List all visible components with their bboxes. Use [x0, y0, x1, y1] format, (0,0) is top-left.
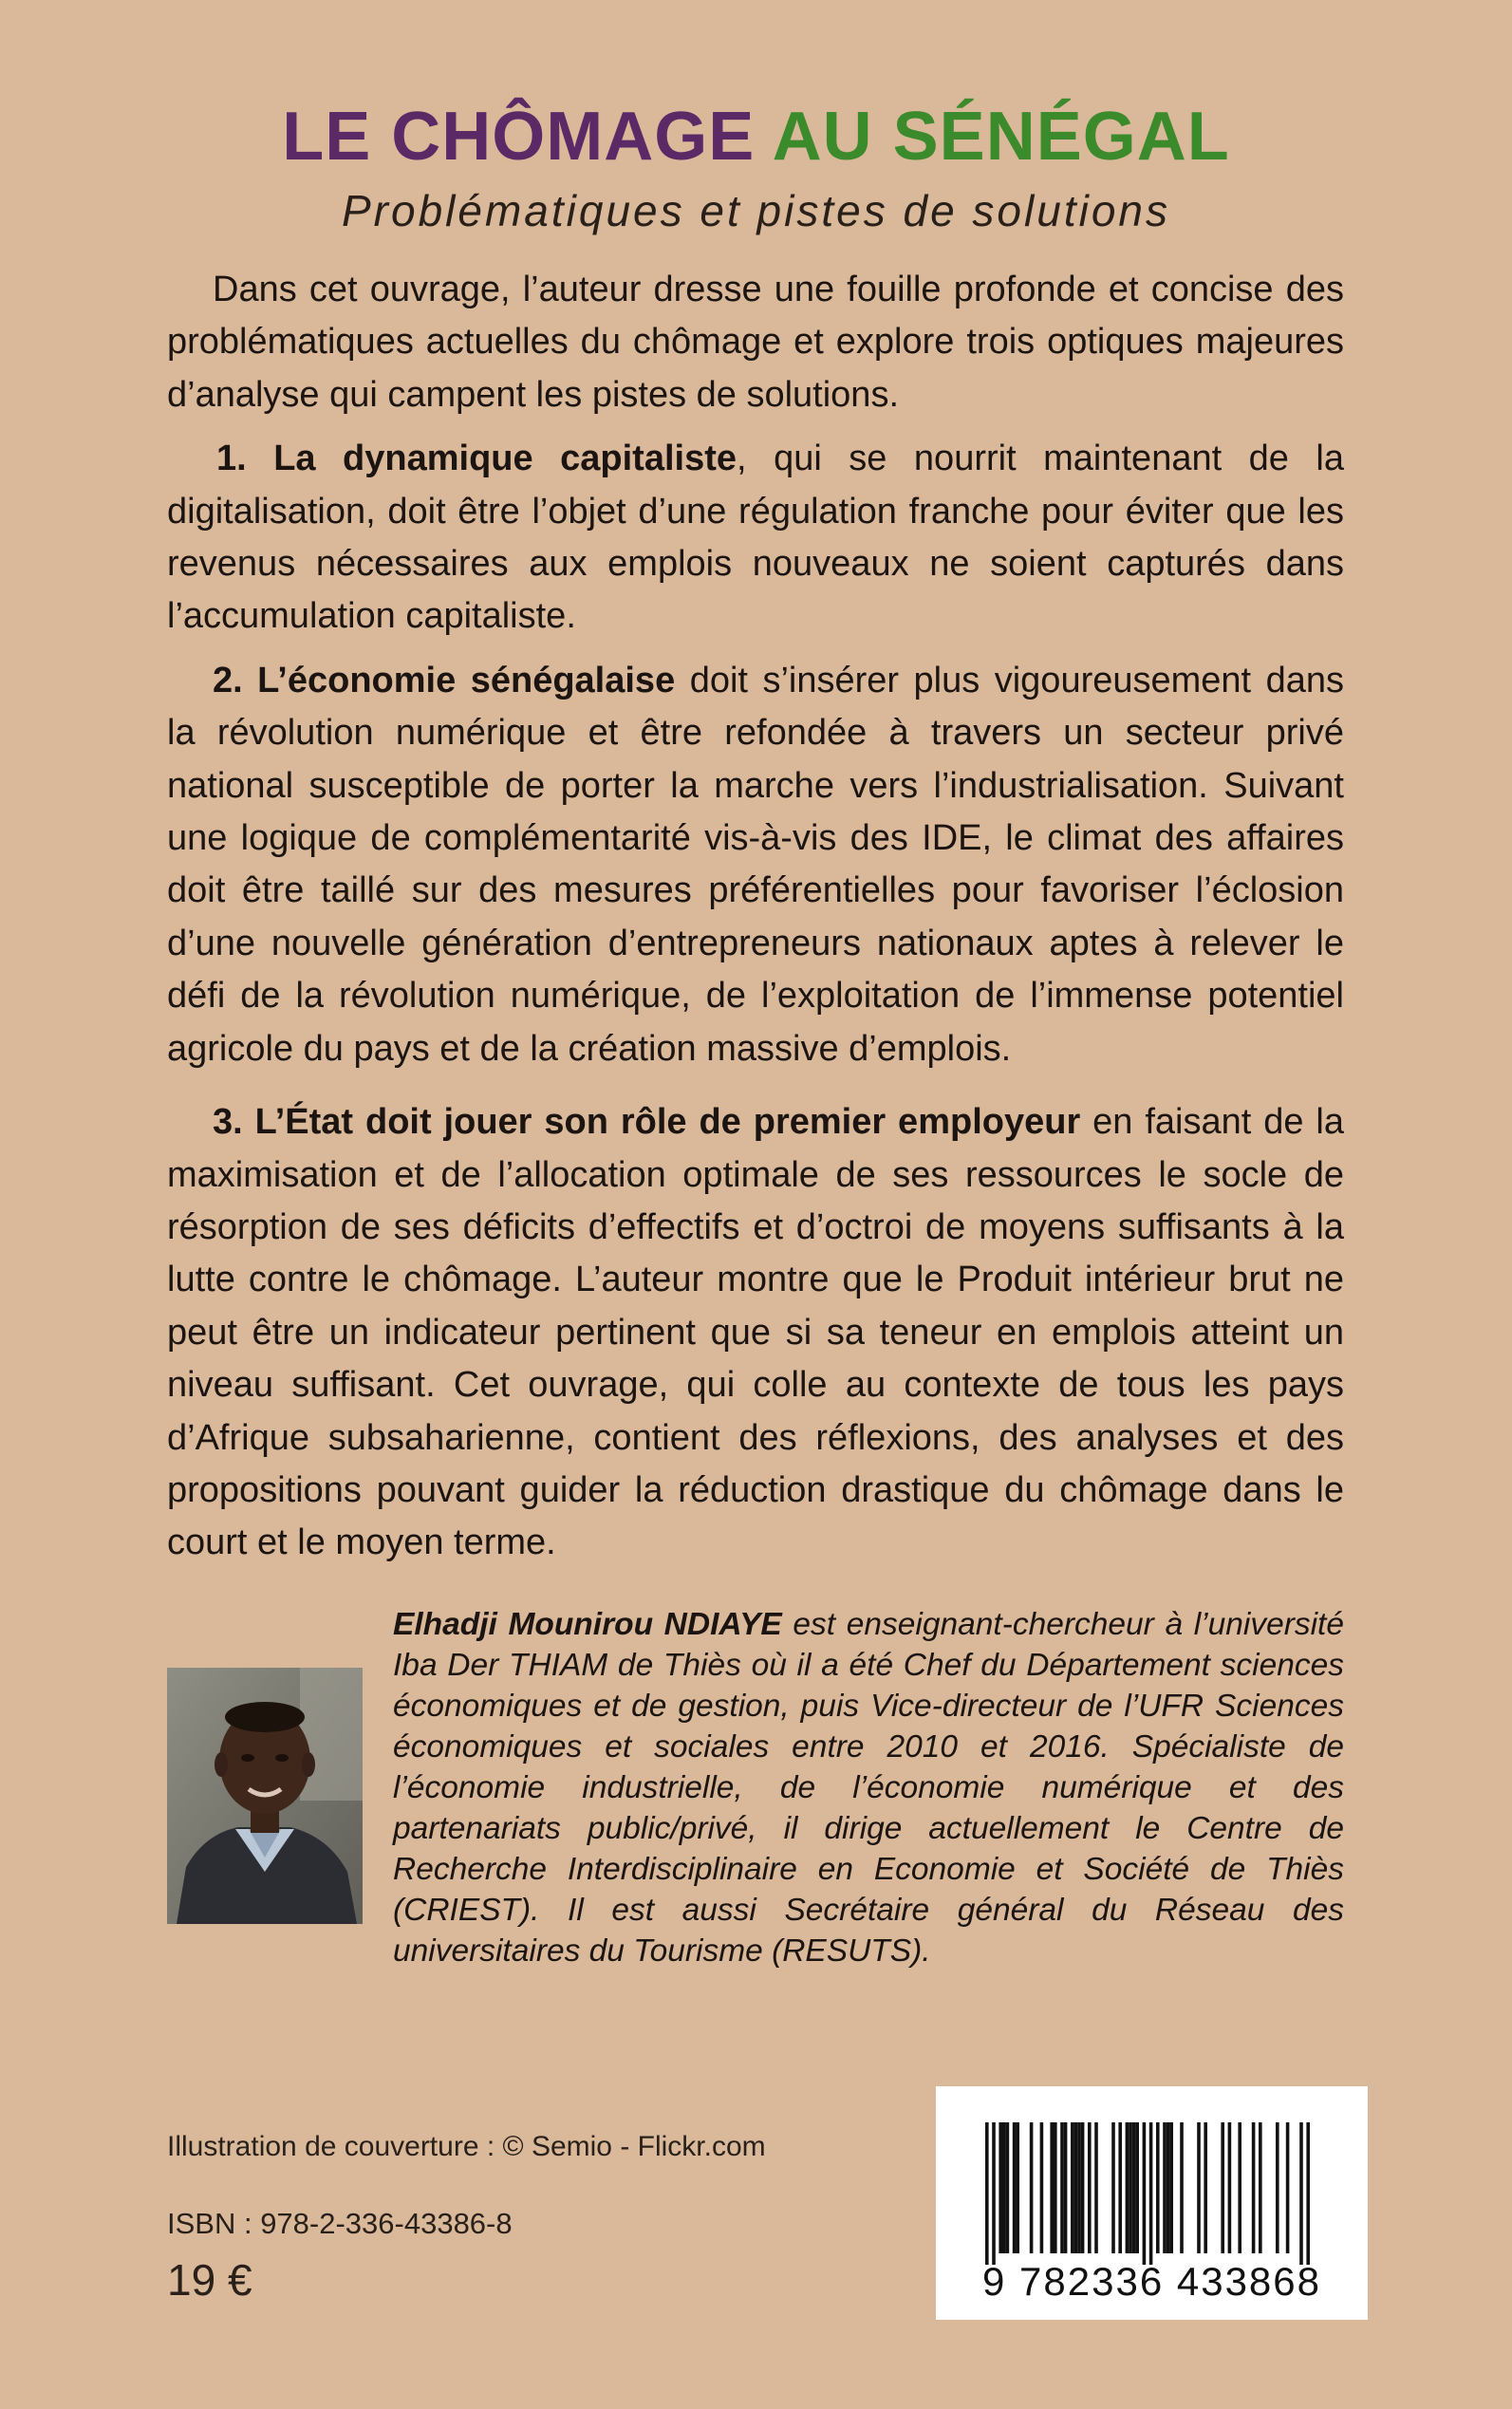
description: [167, 264, 1344, 1581]
barcode-bar: [1156, 2122, 1160, 2253]
isbn-text: ISBN : 978-2-336-43386-8: [167, 2207, 513, 2240]
barcode-bars: [936, 2086, 1368, 2267]
barcode-bar: [1149, 2122, 1153, 2265]
author-bio-text: est enseignant-chercheur à l’université Iba Der THIAM de Thiès où il a été Chef du Département sciences économiques et de gestion, puis Vice-directeur de l’UFR Sciences économiques et sociales entre 2010 et 2016. Spécialiste de l’économie industrielle, de l’économie numérique et des partenariats public/privé, il dirige actuellement le Centre de Recherche Interdisciplinaire en Economie et Société de Thiès (CRIEST). Il est aussi Secrétaire général du Réseau des universitaires du Tourisme (RESUTS).: [393, 1607, 1344, 1969]
book-subtitle: Problématiques et pistes de solutions: [342, 186, 1170, 235]
author-bio: [393, 1604, 1344, 1971]
barcode-bar: [1129, 2122, 1132, 2253]
barcode-bar: [1081, 2122, 1085, 2253]
barcode-bar: [1132, 2122, 1136, 2253]
barcode-bar: [1050, 2122, 1054, 2253]
title-part-1: LE CHÔMAGE: [282, 99, 756, 175]
barcode-bar: [1030, 2122, 1034, 2253]
barcode-bar: [992, 2122, 996, 2265]
price-text: 19 €: [167, 2255, 252, 2305]
barcode-bar: [1276, 2122, 1279, 2253]
barcode-bar: [1074, 2122, 1078, 2253]
barcode-bar: [985, 2122, 989, 2265]
barcode-bar: [1238, 2122, 1241, 2253]
barcode-bar: [1163, 2122, 1167, 2253]
barcode-bar: [1252, 2122, 1256, 2253]
barcode-bar: [1077, 2122, 1081, 2253]
point-3-text: en faisant de la maximisation et de l’allocation optimale de ses ressources le socle de résorption de ses déficits d’effectifs et d’octroi de moyens suffisants à la lutte contre le chômage. L’auteur montre que le Produit intérieur brut ne peut être un indicateur pertinent que si sa teneur en emplois atteint un niveau suffisant. Cet ouvrage, qui colle au contexte de tous les pays d’Afrique subsaharienne, contient des réflexions, des analyses et des propositions pouvant guider la réduction drastique du chômage dans le court et le moyen terme.: [167, 1102, 1344, 1563]
barcode-bar: [1204, 2122, 1207, 2253]
barcode-bar: [1002, 2122, 1006, 2253]
barcode-bar: [1094, 2122, 1098, 2253]
barcode-bar: [1135, 2122, 1139, 2253]
point-1-text: , qui se nourrit maintenant de la digitalisation, doit être l’objet d’une régulation franche pour éviter que les revenus nécessaires aux emplois nouveaux ne soient capturés dans l’accumulation capitaliste.: [167, 439, 1344, 637]
barcode: [936, 2086, 1368, 2320]
book-title: [0, 99, 1512, 175]
point-3-paragraph: [167, 1096, 1344, 1570]
barcode-bar: [1013, 2122, 1017, 2253]
barcode-bar: [1071, 2122, 1074, 2253]
barcode-bar: [1111, 2122, 1115, 2253]
point-1-heading: 1. La dynamique capitaliste: [216, 439, 737, 479]
barcode-bar: [1006, 2122, 1010, 2253]
barcode-bar: [1299, 2122, 1303, 2265]
barcode-bar: [1286, 2122, 1290, 2253]
point-1-paragraph: [167, 433, 1344, 644]
point-2-heading: 2. L’économie sénégalaise: [213, 660, 676, 700]
barcode-bar: [1221, 2122, 1224, 2253]
barcode-bar: [1259, 2122, 1262, 2253]
barcode-bar: [1054, 2122, 1057, 2253]
barcode-bar: [1167, 2122, 1170, 2253]
cover-credit: Illustration de couverture : © Semio - Flickr.com: [167, 2131, 766, 2162]
title-part-2: AU SÉNÉGAL: [772, 99, 1230, 175]
author-portrait-image: [167, 1668, 363, 1924]
barcode-bar: [1040, 2122, 1044, 2253]
barcode-bar: [1088, 2122, 1092, 2253]
point-2-text: doit s’insérer plus vigoureusement dans la révolution numérique et être refondée à travers un secteur privé national susceptible de porter la marche vers l’industrialisation. Suivant une logique de complémentarité vis-à-vis des IDE, le climat des affaires doit être taillé sur des mesures préférentielles pour favoriser l’éclosion d’une nouvelle génération d’entrepreneurs nationaux aptes à relever le défi de la révolution numérique, de l’exploitation de l’immense potentiel agricole du pays et de la création massive d’emplois.: [167, 660, 1344, 1069]
barcode-bar: [1306, 2122, 1310, 2265]
intro-paragraph: Dans cet ouvrage, l’auteur dresse une fouille profonde et concise des problématiques actuelles du chômage et explore trois optiques majeures d’analyse qui campent les pistes de solutions.: [167, 270, 1344, 415]
barcode-bar: [1118, 2122, 1122, 2253]
author-photo: [167, 1668, 363, 1924]
barcode-bar: [1016, 2122, 1019, 2253]
author-name: Elhadji Mounirou NDIAYE: [393, 1607, 782, 1642]
barcode-bar: [1060, 2122, 1064, 2253]
point-2-paragraph: [167, 655, 1344, 1075]
barcode-bar: [1180, 2122, 1184, 2253]
barcode-digits: 9 782336 433868: [982, 2259, 1321, 2304]
barcode-bar: [1126, 2122, 1129, 2253]
barcode-bar: [1197, 2122, 1201, 2253]
barcode-bar: [1064, 2122, 1068, 2253]
barcode-bar: [1169, 2122, 1173, 2253]
barcode-bar: [999, 2122, 1002, 2253]
barcode-bar: [1143, 2122, 1147, 2265]
point-3-heading: 3. L’État doit jouer son rôle de premier employeur: [213, 1102, 1081, 1143]
barcode-bar: [1228, 2122, 1232, 2253]
